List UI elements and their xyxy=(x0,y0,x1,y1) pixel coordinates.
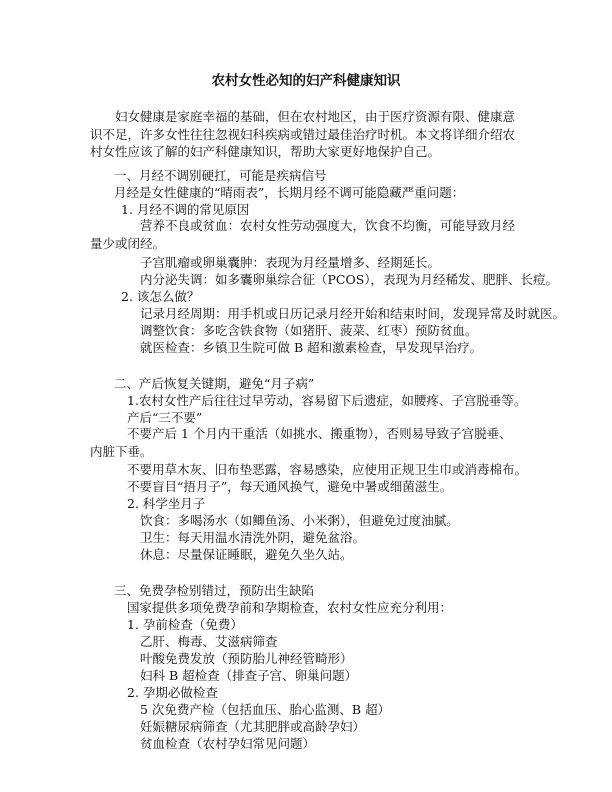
section-3-heading: 三、免费孕检别错过，预防出生缺陷 xyxy=(114,583,315,598)
section-1-action-3: 就医检查：乡镇卫生院可做 B 超和激素检查，早发现早治疗。 xyxy=(140,340,483,355)
section-2-point-1: 1.农村女性产后往往过早劳动，容易留下后遗症，如腰疼、子宫脱垂等。 xyxy=(127,393,527,408)
section-1-lead: 月经是女性健康的“晴雨表”，长期月经不调可能隐藏严重问题： xyxy=(114,185,465,200)
section-1-action-1: 记录月经周期：用手机或日历记录月经开始和结束时间，发现异常及时就医。 xyxy=(140,306,566,321)
section-2-point-4: 不要用草木灰、旧布垫恶露，容易感染，应使用正规卫生巾或消毒棉布。 xyxy=(127,462,528,477)
section-2-heading: 二、产后恢复关键期，避免“月子病” xyxy=(114,376,315,391)
section-3-subheading-2: 2. 孕期必做检查 xyxy=(127,685,218,700)
section-1-cause-3: 内分泌失调：如多囊卵巢综合征（PCOS），表现为月经稀发、肥胖、长痘。 xyxy=(140,272,559,287)
section-1-cause-1: 营养不良或贫血：农村女性劳动强度大，饮食不均衡，可能导致月经量少或闭经。 xyxy=(90,218,516,252)
section-1-cause-2: 子宫肌瘤或卵巢囊肿：表现为月经量增多、经期延长。 xyxy=(140,255,441,270)
document-title: 农村女性必知的妇产科健康知识 xyxy=(211,73,401,89)
section-2-detail-2: 卫生：每天用温水清洗外阴，避免盆浴。 xyxy=(140,530,366,545)
section-2-point-5: 不要盲目“捂月子”，每天通风换气，避免中暑或细菌滋生。 xyxy=(127,479,453,494)
section-3-subheading-1: 1. 孕前检查（免费） xyxy=(127,617,243,632)
intro-paragraph: 妇女健康是家庭幸福的基础，但在农村地区，由于医疗资源有限、健康意识不足，许多女性往往忽视妇科疾病或错过最佳治疗时机。本文将详细介绍农村女性应该了解的妇产科健康知识，帮助大家更好地保护自己。 xyxy=(90,109,516,160)
section-1-subheading-1: 1. 月经不调的常见原因 xyxy=(121,202,250,217)
section-3-item-6: 贫血检查（农村孕妇常见问题） xyxy=(140,736,316,751)
section-3-lead: 国家提供多项免费孕前和孕期检查，农村女性应充分利用： xyxy=(127,600,453,615)
section-2-subheading-2: 2. 科学坐月子 xyxy=(127,496,206,511)
section-2-point-2: 产后“三不要” xyxy=(127,410,203,425)
section-3-item-4: 5 次免费产检（包括血压、胎心监测、B 超） xyxy=(140,702,391,717)
section-3-item-5: 妊娠糖尿病筛查（尤其肥胖或高龄孕妇） xyxy=(140,719,366,734)
section-2-point-3: 不要产后 1 个月内干重活（如挑水、搬重物），否则易导致子宫脱垂、内脏下垂。 xyxy=(90,426,512,460)
section-3-item-1: 乙肝、梅毒、艾滋病筛查 xyxy=(140,634,278,649)
section-3-item-3: 妇科 B 超检查（排查子宫、卵巢问题） xyxy=(140,668,358,683)
section-1-action-2: 调整饮食：多吃含铁食物（如猪肝、菠菜、红枣）预防贫血。 xyxy=(140,323,478,338)
section-3-item-2: 叶酸免费发放（预防胎儿神经管畸形） xyxy=(140,651,353,666)
section-1-heading: 一、月经不调别硬扛，可能是疾病信号 xyxy=(114,168,327,183)
section-2-detail-3: 休息：尽量保证睡眠，避免久坐久站。 xyxy=(140,547,353,562)
section-2-detail-1: 饮食：多喝汤水（如鲫鱼汤、小米粥），但避免过度油腻。 xyxy=(140,513,459,528)
section-1-subheading-2: 2. 该怎么做？ xyxy=(121,289,200,304)
